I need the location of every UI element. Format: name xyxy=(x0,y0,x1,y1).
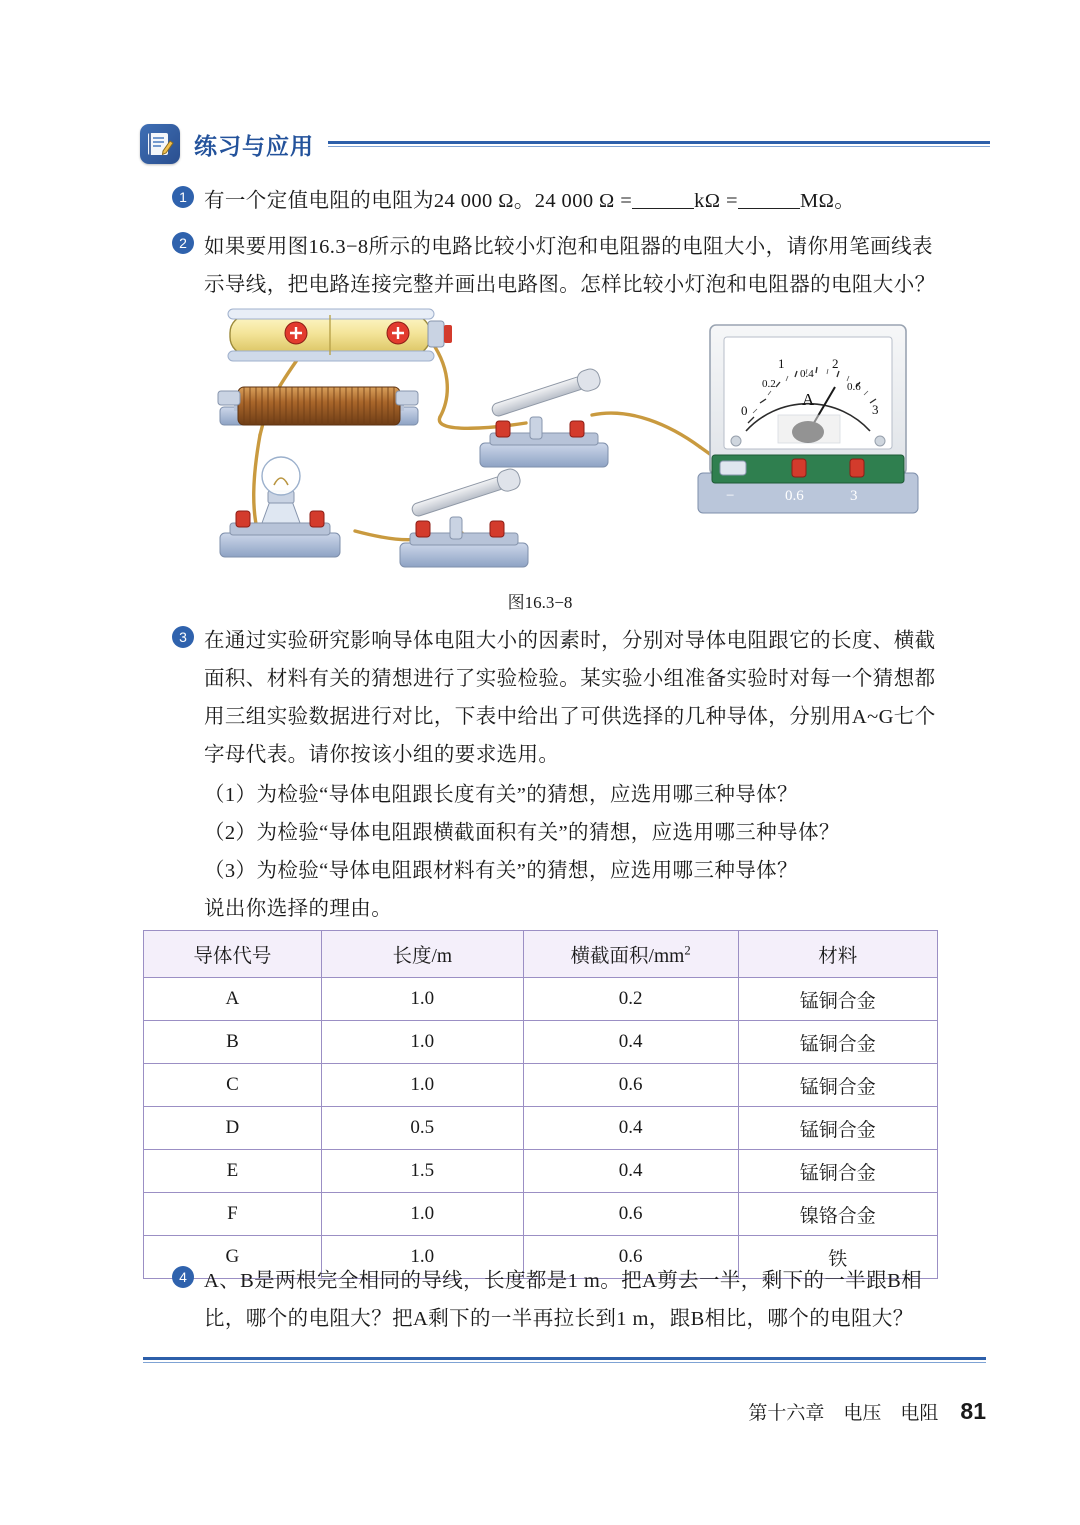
q1-part1: 有一个定值电阻的电阻为24 000 Ω。24 000 Ω = xyxy=(204,190,633,212)
q3-line-2: 面积、材料有关的猜想进行了实验检验。某实验小组准备实验时对每一个猜想都 xyxy=(204,668,936,690)
svg-text:0.6: 0.6 xyxy=(847,381,861,393)
q3-sub-2: （2）为检验“导体电阻跟横截面积有关”的猜想，应选用哪三种导体？ xyxy=(204,822,840,844)
table-row xyxy=(144,1193,938,1236)
cell-material: 镍铬合金 xyxy=(738,1193,937,1236)
cell-area: 0.2 xyxy=(523,978,738,1021)
cell-code: B xyxy=(144,1021,322,1064)
figure-caption: 图16.3−8 xyxy=(507,593,573,612)
question-4 xyxy=(172,1262,962,1338)
svg-text:1: 1 xyxy=(778,356,785,371)
svg-text:0: 0 xyxy=(741,403,748,418)
cell-code: C xyxy=(144,1064,322,1107)
q1-part3: MΩ。 xyxy=(799,190,856,212)
footer-divider xyxy=(143,1357,986,1360)
conductor-data-table xyxy=(143,930,938,1279)
cell-length: 1.0 xyxy=(321,1064,523,1107)
table-row xyxy=(144,1107,938,1150)
question-number: 2 xyxy=(172,232,194,254)
cell-material: 锰铜合金 xyxy=(738,1107,937,1150)
svg-text:−: − xyxy=(726,488,735,504)
cell-material: 锰铜合金 xyxy=(738,1021,937,1064)
battery-pack xyxy=(228,309,452,361)
cell-material: 铁 xyxy=(738,1236,937,1279)
q3-line-1: 在通过实验研究影响导体电阻大小的因素时，分别对导体电阻跟它的长度、横截 xyxy=(204,630,936,652)
cell-material: 锰铜合金 xyxy=(738,1064,937,1107)
cell-area: 0.4 xyxy=(523,1107,738,1150)
ammeter xyxy=(698,325,918,513)
pencil-book-icon xyxy=(140,124,180,164)
question-1 xyxy=(172,182,972,220)
table-row xyxy=(144,1021,938,1064)
cell-length: 1.0 xyxy=(321,1236,523,1279)
table-header-code: 导体代号 xyxy=(144,931,322,978)
cell-area: 0.4 xyxy=(523,1150,738,1193)
svg-text:0.4: 0.4 xyxy=(800,368,814,380)
question-number: 3 xyxy=(172,626,194,648)
cell-material: 锰铜合金 xyxy=(738,978,937,1021)
question-number: 4 xyxy=(172,1266,194,1288)
circuit-figure xyxy=(200,295,940,585)
light-bulb xyxy=(220,457,340,557)
cell-area: 0.4 xyxy=(523,1021,738,1064)
q3-line-4: 字母代表。请你按该小组的要求选用。 xyxy=(204,744,560,766)
svg-text:0.6: 0.6 xyxy=(785,488,804,504)
question-3-text xyxy=(204,622,936,928)
table-header-area: 横截面积$/mm^2$ xyxy=(523,931,738,978)
svg-text:2: 2 xyxy=(832,356,839,371)
section-header xyxy=(140,122,990,166)
q3-sub-3: （3）为检验“导体电阻跟材料有关”的猜想，应选用哪三种导体？ xyxy=(204,860,798,882)
question-3 xyxy=(172,622,962,928)
cell-code: A xyxy=(144,978,322,1021)
table-header-material: 材料 xyxy=(738,931,937,978)
cell-code: F xyxy=(144,1193,322,1236)
cell-length: 1.0 xyxy=(321,1193,523,1236)
q3-sub-4: 说出你选择的理由。 xyxy=(204,898,393,920)
q3-sub-1: （1）为检验“导体电阻跟长度有关”的猜想，应选用哪三种导体？ xyxy=(204,784,798,806)
cell-length: 0.5 xyxy=(321,1107,523,1150)
cell-length: 1.0 xyxy=(321,978,523,1021)
page-footer xyxy=(748,1398,986,1425)
q2-line-1: 如果要用图16.3−8所示的电路比较小灯泡和电阻器的电阻大小，请你用笔画线表 xyxy=(204,236,933,258)
answer-blank-1[interactable] xyxy=(632,189,694,209)
svg-text:3: 3 xyxy=(872,402,879,417)
q4-line-1: A、B是两根完全相同的导线，长度都是1 m。把A剪去一半，剩下的一半跟B相 xyxy=(204,1270,923,1292)
table-header-length: 长度/m xyxy=(321,931,523,978)
cell-area: 0.6 xyxy=(523,1236,738,1279)
q3-line-3: 用三组实验数据进行对比，下表中给出了可供选择的几种导体，分别用A~G七个 xyxy=(204,706,936,728)
cell-length: 1.0 xyxy=(321,1021,523,1064)
question-number: 1 xyxy=(172,186,194,208)
header-divider xyxy=(328,141,990,148)
cell-length: 1.5 xyxy=(321,1150,523,1193)
switch-upper xyxy=(480,367,608,467)
q1-part2: kΩ = xyxy=(694,190,738,212)
question-2 xyxy=(172,228,962,304)
table-row xyxy=(144,1064,938,1107)
svg-text:A: A xyxy=(802,390,815,409)
question-2-text xyxy=(204,228,936,304)
cell-material: 锰铜合金 xyxy=(738,1150,937,1193)
svg-text:3: 3 xyxy=(850,488,858,504)
table-row xyxy=(144,1150,938,1193)
section-title: 练习与应用 xyxy=(194,132,314,159)
question-4-text xyxy=(204,1262,922,1338)
page-number: 81 xyxy=(960,1398,986,1424)
cell-area: 0.6 xyxy=(523,1193,738,1236)
question-1-text xyxy=(204,182,855,220)
cell-area: 0.6 xyxy=(523,1064,738,1107)
cell-code: E xyxy=(144,1150,322,1193)
table-header-row xyxy=(144,931,938,978)
cell-code: D xyxy=(144,1107,322,1150)
svg-text:0.2: 0.2 xyxy=(762,378,776,390)
footer-chapter: 第十六章 电压 电阻 xyxy=(748,1403,939,1424)
answer-blank-2[interactable] xyxy=(738,189,800,209)
resistance-coil xyxy=(218,387,418,425)
table-row xyxy=(144,978,938,1021)
q2-line-2: 示导线，把电路连接完整并画出电路图。怎样比较小灯泡和电阻器的电阻大小？ xyxy=(204,274,936,296)
q4-line-2: 比，哪个的电阻大？把A剩下的一半再拉长到1 m，跟B相比，哪个的电阻大？ xyxy=(204,1308,914,1330)
cell-code: G xyxy=(144,1236,322,1279)
switch-lower xyxy=(400,467,528,567)
